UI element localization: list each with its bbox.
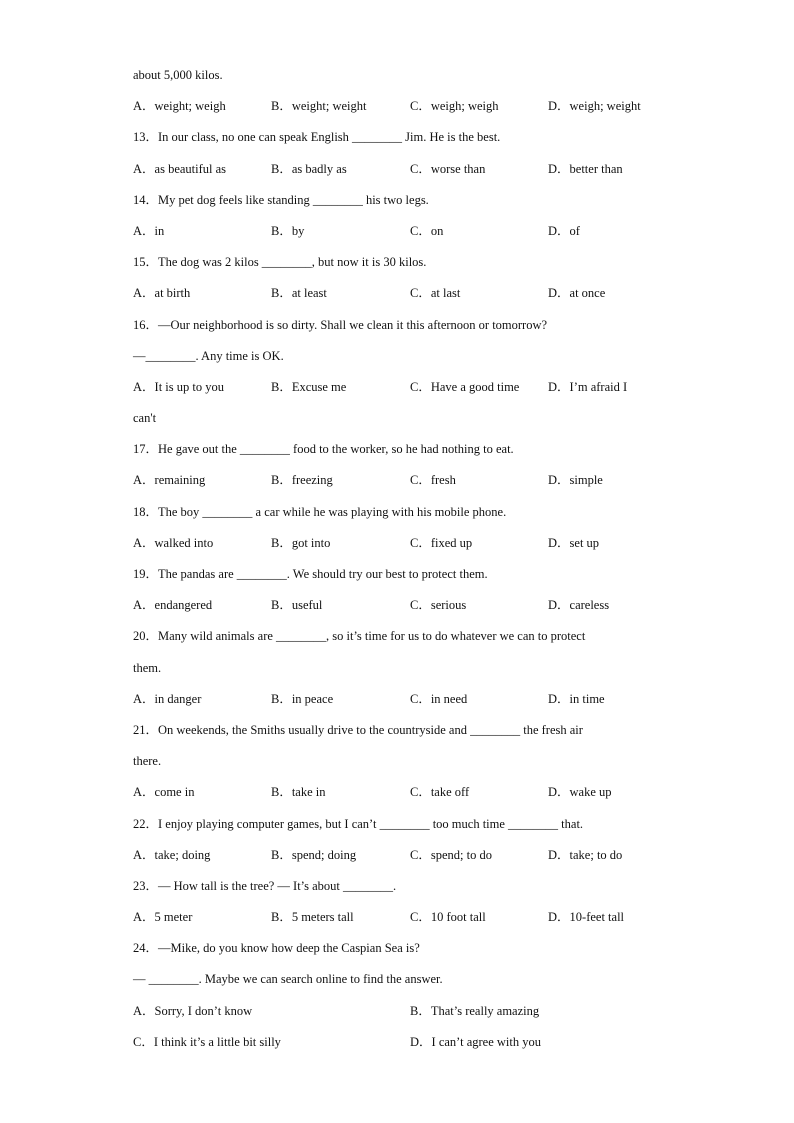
q13-option-a[interactable]: A．as beautiful as xyxy=(133,161,227,176)
q12-option-c[interactable]: C．weigh; weigh xyxy=(410,99,499,114)
q12-options xyxy=(133,91,693,122)
q18-option-b[interactable]: B．got into xyxy=(271,535,331,550)
q13-option-d[interactable]: D．better than xyxy=(548,161,623,176)
q15-option-a[interactable]: A．at birth xyxy=(133,286,191,301)
q16-options xyxy=(133,372,693,403)
q19-options xyxy=(133,590,693,621)
q17-option-c[interactable]: C．fresh xyxy=(410,473,456,488)
q20-option-b[interactable]: B．in peace xyxy=(271,691,334,706)
q24-option-c[interactable]: C．I think it’s a little bit silly xyxy=(133,1034,281,1049)
q23-option-d[interactable]: D．10-feet tall xyxy=(548,910,625,925)
q22-option-c[interactable]: C．spend; to do xyxy=(410,847,492,862)
q23-option-a[interactable]: A．5 meter xyxy=(133,910,193,925)
q21-options xyxy=(133,777,693,808)
q22-option-d[interactable]: D．take; to do xyxy=(548,847,623,862)
q22-option-a[interactable]: A．take; doing xyxy=(133,847,211,862)
q24-option-b[interactable]: B．That’s really amazing xyxy=(410,1003,540,1018)
q21-stem: 21．On weekends, the Smiths usually drive to the countryside and ________ the fresh air xyxy=(133,722,583,737)
q23-stem: 23．— How tall is the tree? — It’s about ________. xyxy=(133,878,397,893)
q15-stem: 15．The dog was 2 kilos ________, but now it is 30 kilos. xyxy=(133,255,427,270)
q16-option-c[interactable]: C．Have a good time xyxy=(410,379,520,394)
q24-reply: — ________. Maybe we can search online to find the answer. xyxy=(133,972,443,987)
q14-option-c[interactable]: C．on xyxy=(410,223,444,238)
q15-option-d[interactable]: D．at once xyxy=(548,286,606,301)
q23-options xyxy=(133,902,693,933)
q21-option-d[interactable]: D．wake up xyxy=(548,785,612,800)
q21-option-c[interactable]: C．take off xyxy=(410,785,470,800)
q18-options xyxy=(133,528,693,559)
q15-options xyxy=(133,278,693,309)
q20-option-c[interactable]: C．in need xyxy=(410,691,468,706)
q21-stem-continued: there. xyxy=(133,754,162,769)
q17-option-d[interactable]: D．simple xyxy=(548,473,603,488)
q22-stem: 22．I enjoy playing computer games, but I can’t ________ too much time ________ that. xyxy=(133,816,584,831)
q14-option-a[interactable]: A．in xyxy=(133,223,165,238)
q13-option-c[interactable]: C．worse than xyxy=(410,161,486,176)
q19-option-b[interactable]: B．useful xyxy=(271,598,323,613)
q14-stem: 14．My pet dog feels like standing ________ his two legs. xyxy=(133,192,429,207)
q24-option-a[interactable]: A．Sorry, I don’t know xyxy=(133,1003,253,1018)
q15-option-b[interactable]: B．at least xyxy=(271,286,327,301)
q16-reply: —________. Any time is OK. xyxy=(133,348,284,363)
q22-option-b[interactable]: B．spend; doing xyxy=(271,847,357,862)
q15-option-c[interactable]: C．at last xyxy=(410,286,461,301)
q18-stem: 18．The boy ________ a car while he was playing with his mobile phone. xyxy=(133,504,507,519)
q16-option-d[interactable]: D．I’m afraid I xyxy=(548,379,628,394)
q18-option-d[interactable]: D．set up xyxy=(548,535,600,550)
q20-stem-continued: them. xyxy=(133,660,162,675)
intro-line: about 5,000 kilos. xyxy=(133,68,223,82)
q24-stem: 24．—Mike, do you know how deep the Caspian Sea is? xyxy=(133,941,420,956)
q17-options xyxy=(133,465,693,496)
q23-option-c[interactable]: C．10 foot tall xyxy=(410,910,486,925)
q13-options xyxy=(133,154,693,185)
q14-option-d[interactable]: D．of xyxy=(548,223,580,238)
q19-option-a[interactable]: A．endangered xyxy=(133,598,213,613)
q20-option-d[interactable]: D．in time xyxy=(548,691,605,706)
q13-option-b[interactable]: B．as badly as xyxy=(271,161,347,176)
q19-stem: 19．The pandas are ________. We should try our best to protect them. xyxy=(133,567,488,581)
q18-option-a[interactable]: A．walked into xyxy=(133,535,214,550)
q14-option-b[interactable]: B．by xyxy=(271,223,305,238)
q24-options-row1 xyxy=(133,996,693,1027)
q19-option-d[interactable]: D．careless xyxy=(548,598,610,613)
q17-stem: 17．He gave out the ________ food to the worker, so he had nothing to eat. xyxy=(133,442,514,457)
q21-option-a[interactable]: A．come in xyxy=(133,785,195,800)
q21-option-b[interactable]: B．take in xyxy=(271,785,326,800)
q16-stem: 16．—Our neighborhood is so dirty. Shall we clean it this afternoon or tomorrow? xyxy=(133,317,548,332)
q24-options-row2 xyxy=(133,1027,693,1058)
q18-option-c[interactable]: C．fixed up xyxy=(410,535,473,550)
q22-options xyxy=(133,840,693,871)
worksheet-page xyxy=(133,60,693,1058)
q24-option-d[interactable]: D．I can’t agree with you xyxy=(410,1034,541,1049)
q12-option-d[interactable]: D．weigh; weight xyxy=(548,99,641,114)
q20-options xyxy=(133,684,693,715)
q12-option-a[interactable]: A．weight; weigh xyxy=(133,99,226,114)
q16-option-a[interactable]: A．It is up to you xyxy=(133,379,224,394)
q19-option-c[interactable]: C．serious xyxy=(410,598,467,613)
q16-option-b[interactable]: B．Excuse me xyxy=(271,379,347,394)
q13-stem: 13．In our class, no one can speak English ________ Jim. He is the best. xyxy=(133,130,501,145)
q23-option-b[interactable]: B．5 meters tall xyxy=(271,910,354,925)
q12-option-b[interactable]: B．weight; weight xyxy=(271,99,367,114)
q20-stem: 20．Many wild animals are ________, so it’s time for us to do whatever we can to protect xyxy=(133,629,586,644)
q17-option-a[interactable]: A．remaining xyxy=(133,473,206,488)
q17-option-b[interactable]: B．freezing xyxy=(271,473,333,488)
q20-option-a[interactable]: A．in danger xyxy=(133,691,202,706)
q14-options xyxy=(133,216,693,247)
q16-option-d-continued: can't xyxy=(133,411,157,426)
